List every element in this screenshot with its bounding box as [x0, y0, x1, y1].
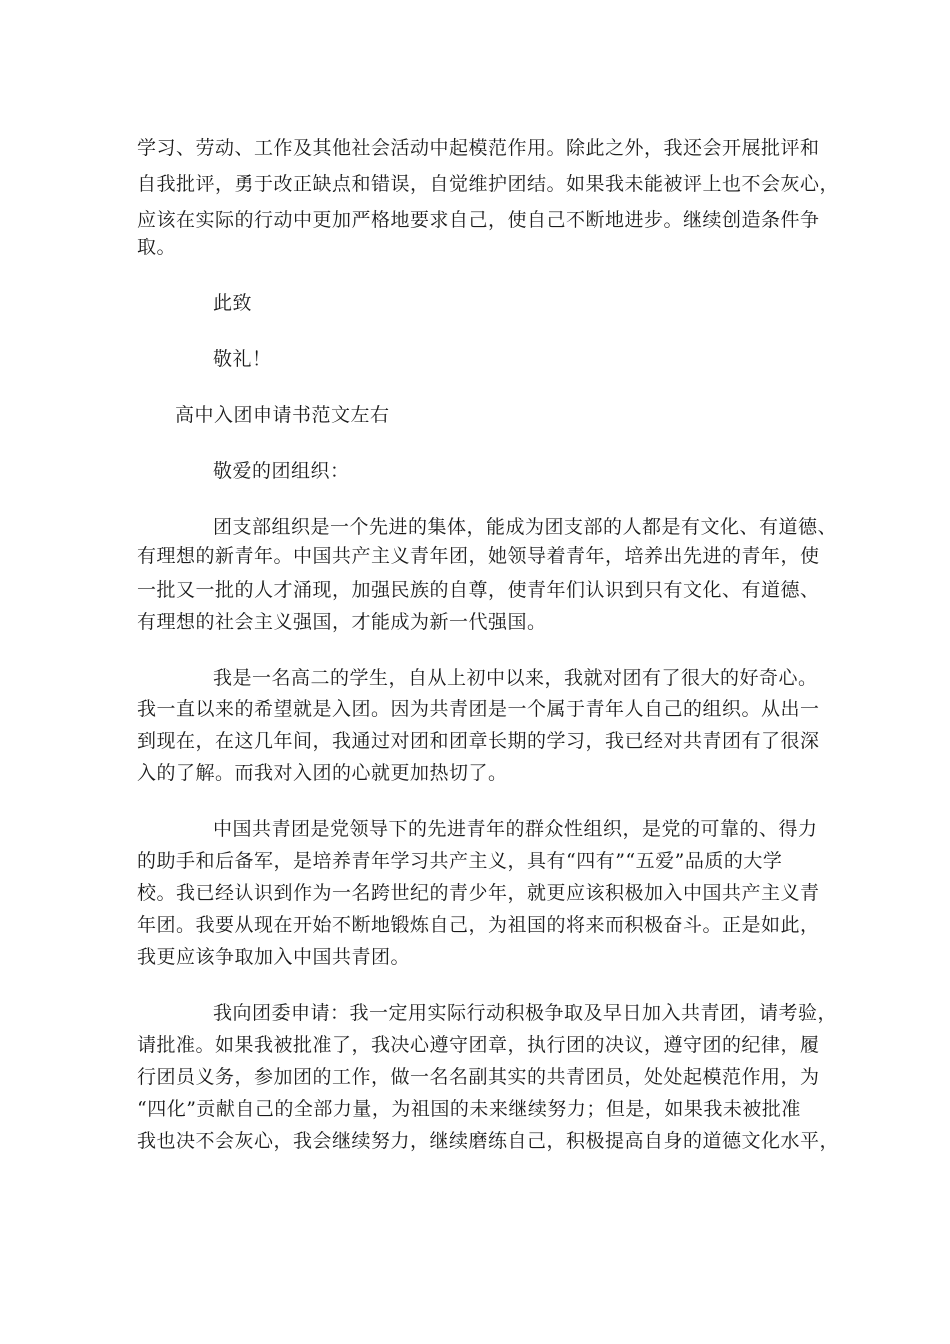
para-continued-line-3: 应该在实际的行动中更加严格地要求自己，使自己不断地进步。继续创造条件争 — [137, 209, 820, 231]
para-4-line-4: “四化”贡献自己的全部力量，为祖国的未来继续努力；但是，如果我未被批准 — [137, 1098, 801, 1120]
para-4-line-5: 我也决不会灰心，我会继续努力，继续磨练自己，积极提高自身的道德文化水平， — [137, 1130, 840, 1152]
salutation: 敬爱的团组织： — [213, 460, 350, 482]
para-2-line-2: 我一直以来的希望就是入团。因为共青团是一个属于青年人自己的组织。从出一 — [137, 698, 820, 720]
para-1-line-2: 有理想的新青年。中国共产主义青年团，她领导着青年，培养出先进的青年，使 — [137, 545, 820, 567]
para-2-line-4: 入的了解。而我对入团的心就更加热切了。 — [137, 762, 508, 784]
para-continued-line-2: 自我批评，勇于改正缺点和错误，自觉维护团结。如果我未能被评上也不会灰心， — [137, 173, 840, 195]
para-1-line-1: 团支部组织是一个先进的集体，能成为团支部的人都是有文化、有道德、 — [213, 516, 838, 538]
para-1-line-3: 一批又一批的人才涌现，加强民族的自尊，使青年们认识到只有文化、有道德、 — [137, 579, 820, 601]
closing-jingli: 敬礼！ — [213, 348, 272, 370]
para-3-line-4: 年团。我要从现在开始不断地锻炼自己，为祖国的将来而积极奋斗。正是如此， — [137, 914, 820, 936]
para-4-line-2: 请批准。如果我被批准了，我决心遵守团章，执行团的决议，遵守团的纪律，履 — [137, 1034, 820, 1056]
para-continued-line-4: 取。 — [137, 236, 177, 258]
closing-zhizhi: 此致 — [213, 292, 253, 314]
para-3-line-5: 我更应该争取加入中国共青团。 — [137, 946, 411, 968]
para-4-line-3: 行团员义务，参加团的工作，做一名名副其实的共青团员，处处起模范作用，为 — [137, 1066, 820, 1088]
para-continued-line-1: 学习、劳动、工作及其他社会活动中起模范作用。除此之外，我还会开展批评和 — [137, 137, 820, 159]
para-3-line-1: 中国共青团是党领导下的先进青年的群众性组织，是党的可靠的、得力 — [213, 818, 818, 840]
para-4-line-1: 我向团委申请：我一定用实际行动积极争取及早日加入共青团，请考验， — [213, 1002, 838, 1024]
para-2-line-1: 我是一名高二的学生，自从上初中以来，我就对团有了很大的好奇心。 — [213, 667, 818, 689]
para-1-line-4: 有理想的社会主义强国，才能成为新一代强国。 — [137, 611, 547, 633]
para-3-line-2: 的助手和后备军，是培养青年学习共产主义，具有“四有”“五爱”品质的大学 — [137, 850, 783, 872]
para-2-line-3: 到现在，在这几年间，我通过对团和团章长期的学习，我已经对共青团有了很深 — [137, 730, 820, 752]
section-title: 高中入团申请书范文左右 — [175, 404, 390, 426]
para-3-line-3: 校。我已经认识到作为一名跨世纪的青少年，就更应该积极加入中国共产主义青 — [137, 882, 820, 904]
